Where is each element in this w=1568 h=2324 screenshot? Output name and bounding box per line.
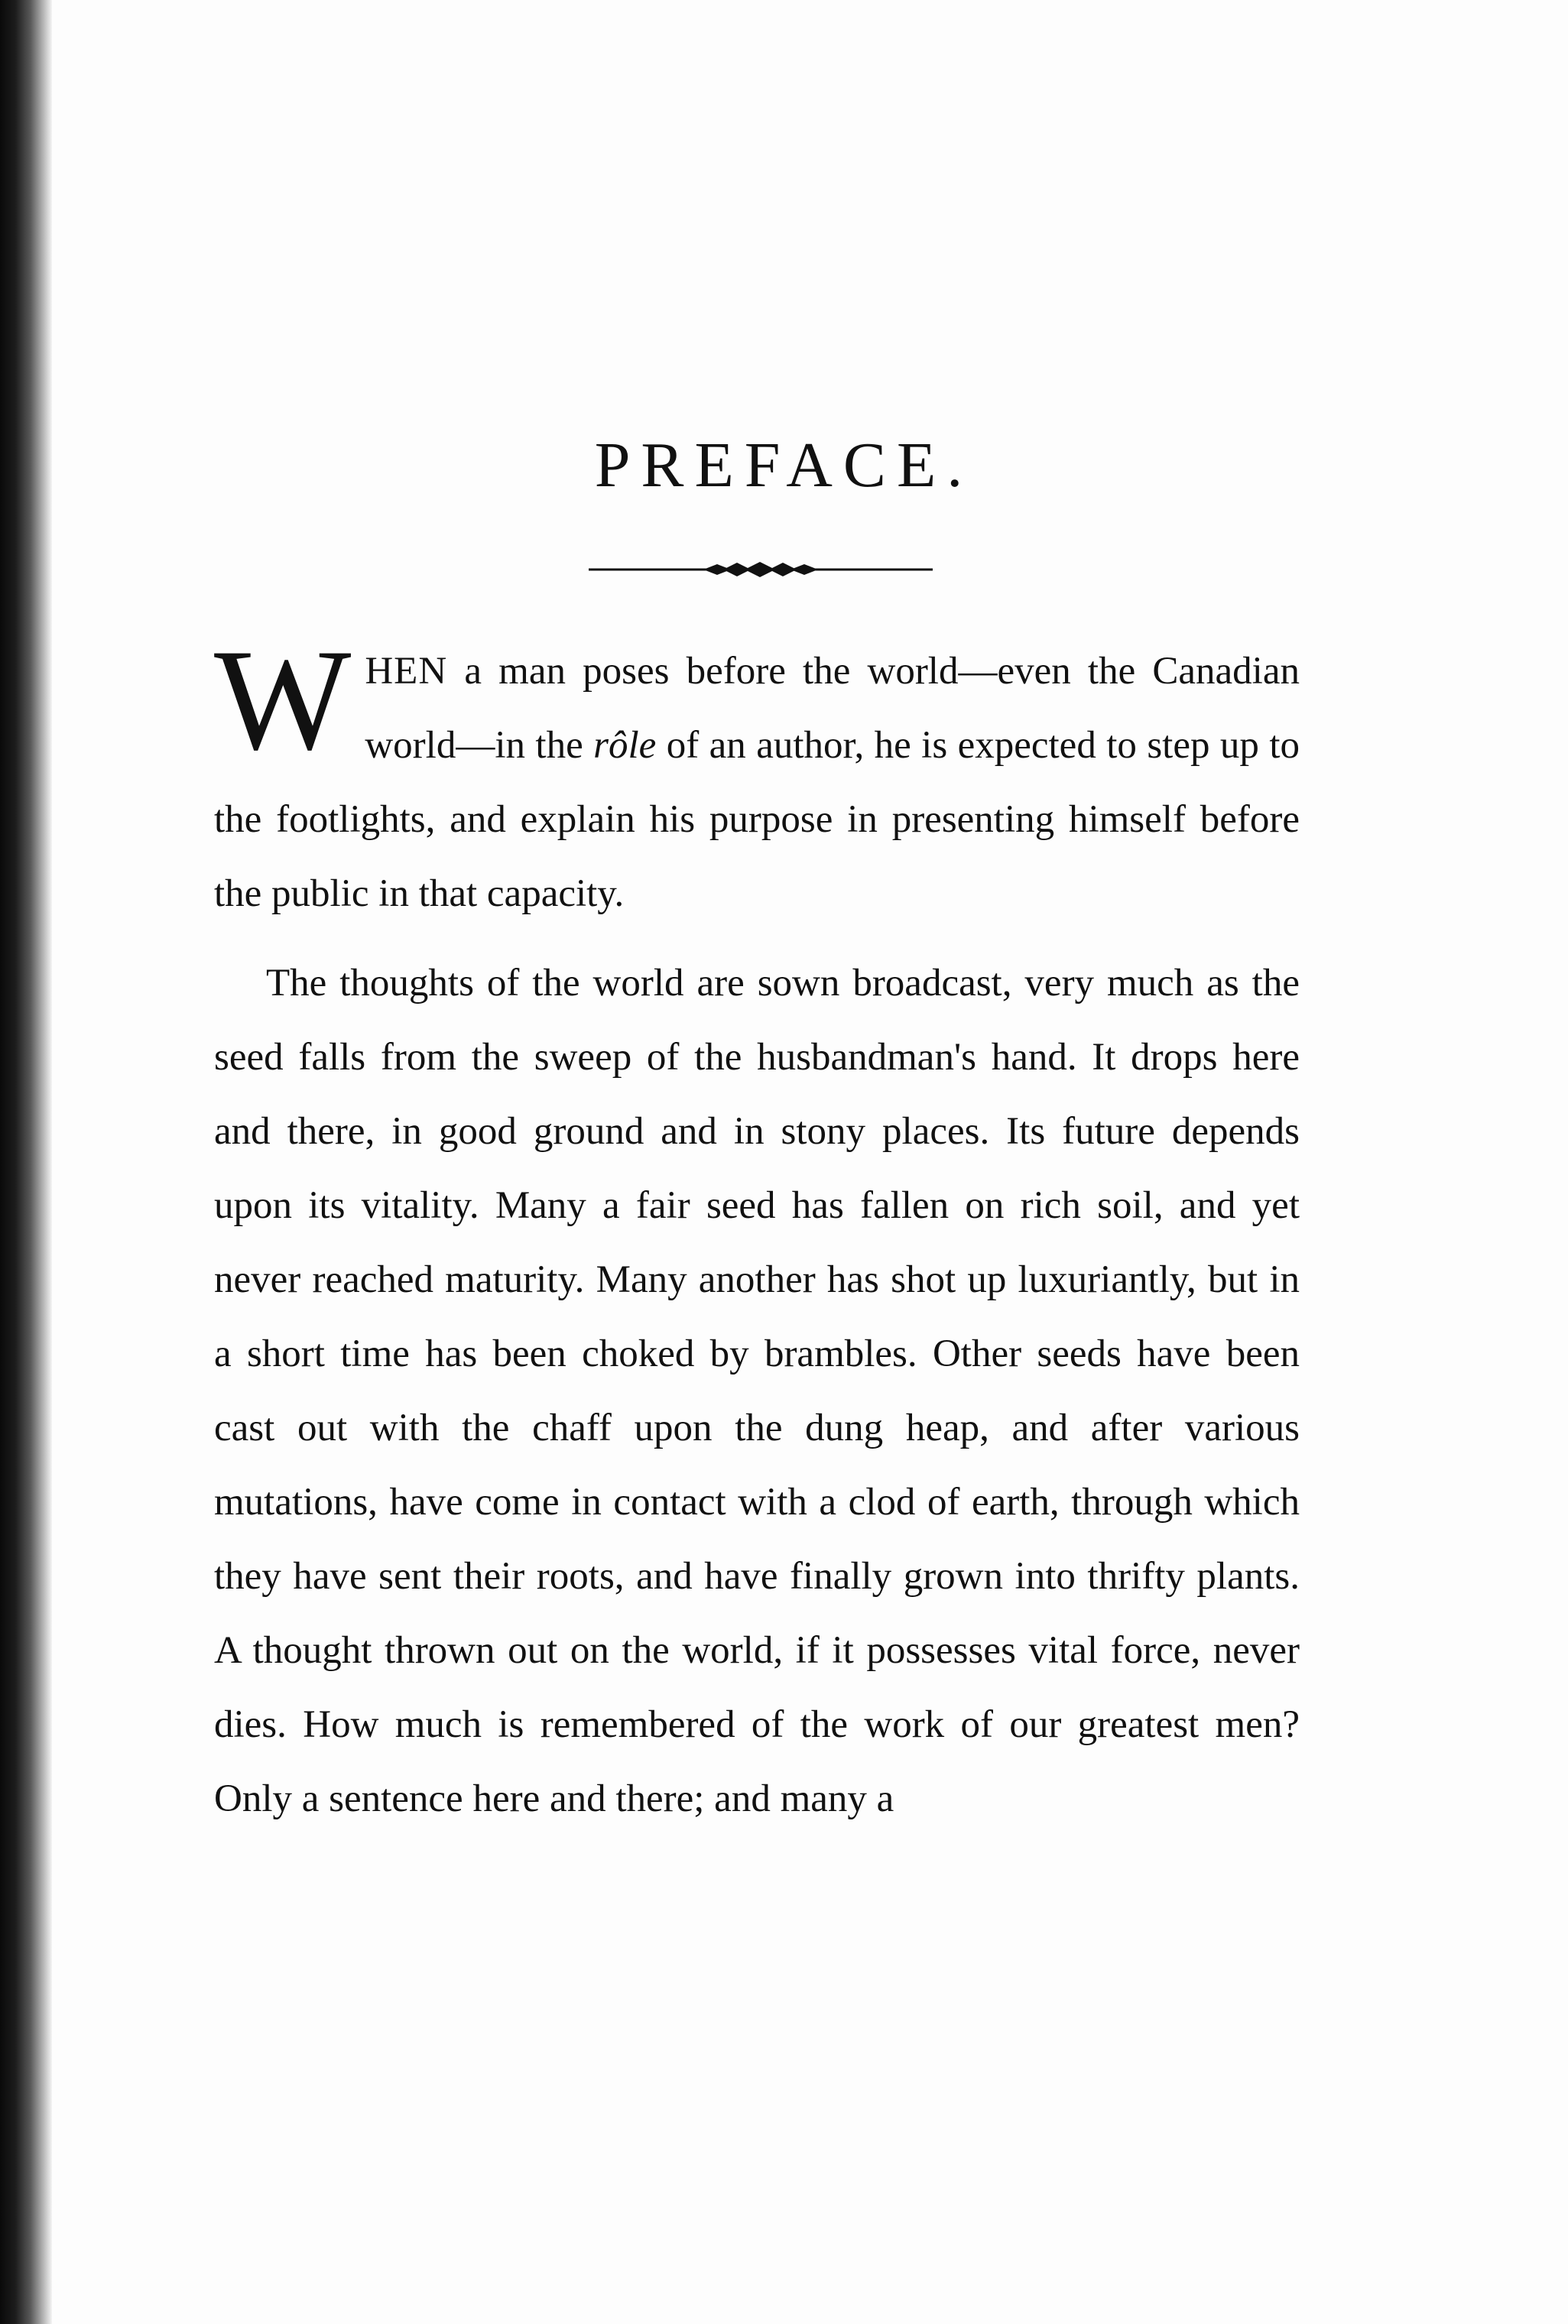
paragraph-1-text-a: a man poses before the world—even the Canadian world—in the	[365, 650, 1300, 767]
title-ornament-rule	[589, 558, 933, 581]
preface-paragraph-1	[214, 620, 1300, 931]
page-binding-edge	[0, 0, 52, 2324]
preface-paragraph-2: The thoughts of the world are sown broadcast, very much as the seed falls from the sweep of the husbandman's hand. It drops here and there, in good ground and in stony places. Its future depends upon its vitality. Many a fair seed has fallen on rich soil, and yet never reached maturity. Many another has shot up luxuriantly, but in a short time has been choked by brambles. Other seeds have been cast out with the chaff upon the dung heap, and after various mutations, have come in contact with a clod of earth, through which they have sent their roots, and have finally grown into thrifty plants. A thought thrown out on the world, if it possesses vital force, never dies. How much is remembered of the work of our greatest men? Only a sentence here and there; and many a	[214, 962, 1300, 1820]
drop-cap: W	[214, 620, 352, 781]
paragraph-1-text-b: of an author, he is expected to step up to the footlights, and explain his purpose in presenting himself before the public in that capacity.	[214, 724, 1300, 915]
page-title: PREFACE.	[594, 430, 974, 501]
lead-caps: HEN	[365, 650, 448, 693]
italic-role-word: rôle	[593, 724, 657, 767]
preface-body	[214, 620, 1300, 1836]
